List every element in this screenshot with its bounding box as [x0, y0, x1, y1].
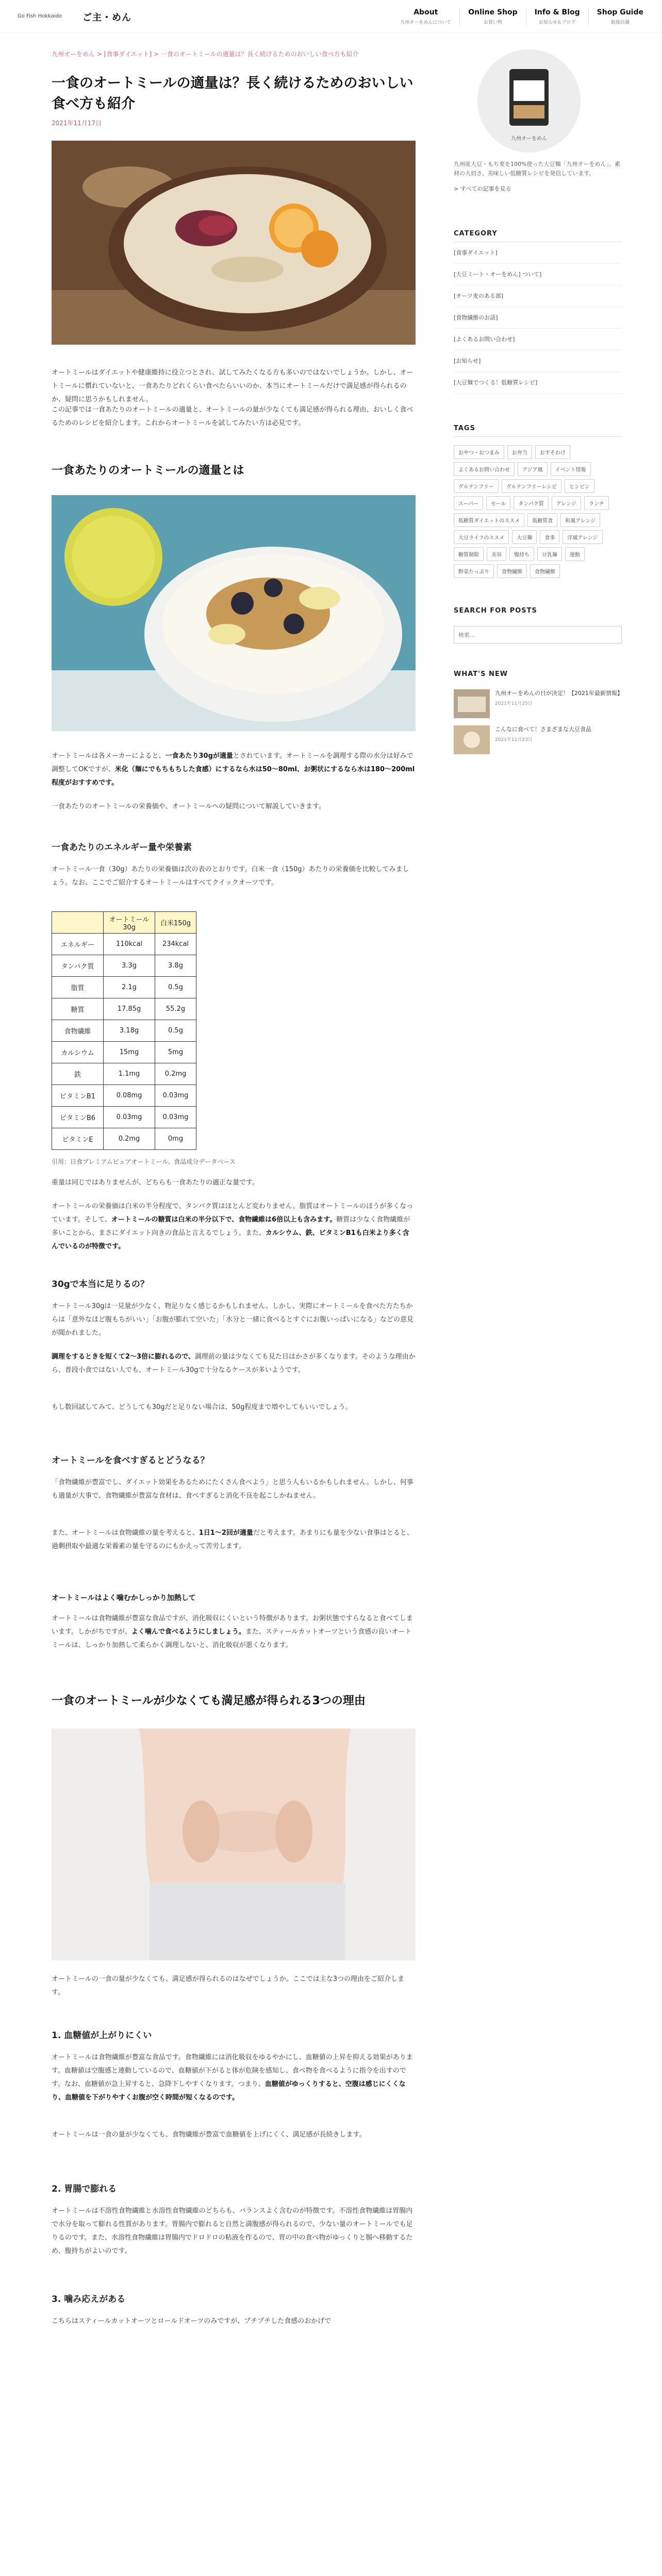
table-cell: ビタミンB6: [52, 1107, 104, 1128]
table-header-cell: オートミール30g: [104, 912, 155, 934]
nav-sublabel: お買い物: [483, 20, 502, 25]
table-cell: 0.03mg: [155, 1107, 196, 1128]
subsection-chew-paragraph: [52, 1612, 416, 1666]
section-2-heading: 一食のオートミールが少なくても満足感が得られる3つの理由: [52, 1694, 366, 1707]
news-date: 2021年11月25日: [495, 701, 533, 706]
tag-link[interactable]: タンパク質: [514, 496, 548, 510]
text-span: オートミールは各メーカーによると、: [52, 752, 166, 760]
oatmeal-bowl-illustration: [52, 141, 416, 345]
tag-link[interactable]: ヒンビン: [565, 479, 594, 493]
subsection-energy-paragraph: オートミール一食（30g）あたりの栄養価は次の表のとおりです。白米一食（150g）あたりの栄養価を比較してみましょう。なお、ここでご紹介するオートミールはすべてクイックオーツです。: [52, 866, 409, 887]
category-item[interactable]: [大豆ミート・オーをめん] ついて]: [454, 264, 622, 285]
subsection-overeat-paragraph-1: 「食物繊維が豊富でし、ダイエット効果をあるためにたくさん食べよう」と思う人もいるかもしれません。しかし、何事も適量が大事で、食物繊維が豊富な食材は、食べすぎると消化不良を起こしかねません。: [52, 1479, 413, 1500]
table-cell: ビタミンE: [52, 1128, 104, 1150]
tags-widget: [454, 425, 622, 578]
subsection-energy-heading: 一食あたりのエネルギー量や栄養素: [52, 842, 192, 853]
reason-1-paragraph-2: オートミールは一食の量が少なくても、食物繊維が豊富で血糖値を上げにくく、満足感が長続きします。: [52, 2131, 366, 2139]
section-1-heading: 一食あたりのオートミールの適量とは: [52, 464, 244, 477]
text-span: また、スティールカットオーツという食感の良いオートミールは、しっかり加熱して柔らかく調理しないと、消化吸収が悪くなります。: [52, 1628, 412, 1649]
table-row: [52, 1085, 196, 1107]
category-item[interactable]: [よくあるお問い合わせ]: [454, 329, 622, 350]
all-posts-link[interactable]: > すべての記事を見る: [454, 185, 511, 192]
sidebar: [454, 49, 622, 754]
text-span: 調理前の量は少なくても見た目はかさが多くなります。そのような理由から、普段小食ではない人でも、オートミール30gで十分なるケースが多いようです。: [52, 1353, 416, 1374]
brand-text[interactable]: Go Fish Hokkaido: [18, 13, 62, 19]
breadcrumb[interactable]: 九州オーをめん > [食事ダイエット] > 一食のオートミールの適量は？長く続けるためのおいしい食べ方も紹介: [52, 50, 359, 58]
table-row: [52, 1107, 196, 1128]
tag-link[interactable]: 腹持ち: [509, 547, 534, 561]
subsection-30g-paragraph-3: もし数回試してみて、どうしても30gだと足りない場合は、50g程度まで増やしてもいいでしょう。: [52, 1403, 352, 1411]
tag-link[interactable]: 豆乳麺: [537, 547, 562, 561]
nav-info-blog[interactable]: [526, 8, 588, 25]
subsection-overeat-heading: オートミールを食べすぎるとどうなる？: [52, 1455, 209, 1466]
nav-online-shop[interactable]: [459, 8, 526, 25]
category-widget: [454, 230, 622, 394]
tag-link[interactable]: 食事: [540, 530, 559, 544]
tag-link[interactable]: グルテンフリーレシピ: [502, 479, 561, 493]
section-1-paragraph-2: 一食あたりのオートミールの栄養価や、オートミールへの疑問について解説していきます。: [52, 803, 325, 810]
section-2-paragraph: オートミールの一食の量が少なくても、満足感が得られるのはなぜでしょうか。ここでは主な3つの理由をご紹介します。: [52, 1975, 405, 1996]
search-heading: SEARCH FOR POSTS: [454, 607, 537, 615]
category-item[interactable]: [お知らせ]: [454, 350, 622, 372]
text-span: オートミールは食物繊維が豊富な食品ですが、消化吸収にくいという特徴があります。お粥状態ですらなると食べてしまいます。しかがちですが、: [52, 1615, 413, 1636]
table-row: [52, 977, 196, 998]
table-cell: 0.08mg: [104, 1085, 155, 1107]
tag-link[interactable]: セール: [486, 496, 510, 510]
tag-link[interactable]: アジア風: [518, 462, 548, 476]
table-cell: 0.03mg: [155, 1085, 196, 1107]
tag-link[interactable]: おやつ・おつまみ: [454, 445, 504, 459]
table-cell: 5mg: [155, 1042, 196, 1063]
search-widget: [454, 607, 622, 643]
table-cell: 食物繊維: [52, 1020, 104, 1042]
table-row: [52, 1063, 196, 1085]
search-input[interactable]: [454, 626, 622, 643]
category-heading: CATEGORY: [454, 230, 622, 242]
table-cell: 234kcal: [155, 934, 196, 955]
nav-label: Shop Guide: [597, 8, 643, 16]
news-date: 2021年11月23日: [495, 737, 533, 742]
highlight-text: 1日1〜2回が適量: [198, 1529, 253, 1537]
table-cell: 110kcal: [104, 934, 155, 955]
table-cell: 15mg: [104, 1042, 155, 1063]
site-logo[interactable]: ご主・めん: [82, 12, 131, 23]
subsection-chew-heading: オートミールはよく噛むかしっかり加熱して: [52, 1594, 196, 1602]
reason-1-paragraph-1: [52, 2051, 416, 2118]
nav-label: Info & Blog: [534, 8, 580, 16]
table-header-cell: 白米150g: [155, 912, 196, 934]
reason-3-heading: 3. 噛み応えがある: [52, 2294, 126, 2304]
profile-description: 九州産大豆・もち麦を100%使った大豆麺「九州オーをめん」。素材の大切さ、美味しい低糖質レシピを発信しています。: [454, 161, 620, 177]
news-thumbnail-icon: [454, 725, 490, 754]
tag-link[interactable]: 食物繊維: [497, 564, 527, 578]
table-cell: ビタミンB1: [52, 1085, 104, 1107]
tag-link[interactable]: 低糖質食: [527, 513, 557, 527]
nav-sublabel: 取扱店舗: [610, 20, 630, 25]
table-cell: 糖質: [52, 998, 104, 1020]
tag-link[interactable]: スーパー: [454, 496, 483, 510]
tag-link[interactable]: グルテンフリー: [454, 479, 499, 493]
category-item[interactable]: [食事ダイエット]: [454, 242, 622, 264]
tag-link[interactable]: 野菜たっぷり: [454, 564, 494, 578]
tag-link[interactable]: 洋風アレンジ: [562, 530, 602, 544]
tag-link[interactable]: 運動: [565, 547, 585, 561]
category-item[interactable]: [食物繊維のお話]: [454, 307, 622, 329]
table-cell: 3.8g: [155, 955, 196, 977]
tag-cloud: [454, 445, 622, 578]
table-cell: 2.1g: [104, 977, 155, 998]
text-span: だと考えます。あまりにも量を少ない食事はとると、過剰摂取や最適な栄養素の量を守るのにもかえって苦労します。: [52, 1529, 413, 1550]
news-item[interactable]: [454, 689, 622, 718]
news-title: 九州オーをめんの日が決定！【2021年最新情報】: [495, 690, 623, 697]
table-cell: 脂質: [52, 977, 104, 998]
table-cell: 0.5g: [155, 977, 196, 998]
highlight-text: 一食あたり30gが適量: [165, 752, 233, 760]
table-cell: 0.5g: [155, 1020, 196, 1042]
site-header: [0, 0, 662, 33]
text-span: オートミールの栄養価は白米の半分程度で、タンパク質はほとんど変わりません。脂質はオートミールのほうが多くなっています。そして、: [52, 1202, 413, 1224]
reason-2-paragraph: オートミールは不溶性食物繊維と水溶性食物繊維のどちらも、バランスよく含むのが特徴です。不溶性食物繊維は胃腸内で水分を取って膨れる性質があります。胃腸内で膨れると自然と満腹感が得られるので、少ない量のオートミールでも足りるのです。また、水溶性食物繊維は胃腸内でドロドロの粘液を作るので、胃の中の食べ物がゆっくりと腸へ移動するため、腹持ちがよいのです。: [52, 2207, 413, 2255]
table-cell: 1.1mg: [104, 1063, 155, 1085]
stomach-photo: [52, 1728, 416, 1960]
tag-link[interactable]: アレンジ: [552, 496, 581, 510]
table-source: 引用：日食プレミアムピュアオートミール、食品成分データベース: [52, 1158, 236, 1165]
highlight-text: カルシウム、鉄、ビタミンB1も白米より多く含んでいるのが特徴です。: [52, 1229, 409, 1250]
table-cell: タンパク質: [52, 955, 104, 977]
news-item[interactable]: [454, 725, 622, 754]
table-cell: 0.03mg: [104, 1107, 155, 1128]
table-cell: 0.2mg: [155, 1063, 196, 1085]
tags-heading: TAGS: [454, 425, 622, 437]
news-widget: [454, 670, 622, 754]
highlight-text: オートミールの糖質は白米の半分以下で、食物繊維は6倍以上も含みます。: [111, 1216, 337, 1224]
after-table-paragraph-2: [52, 1200, 416, 1253]
table-header-cell: [52, 912, 104, 934]
news-title: こんなに食べて！さまざまな大豆食品: [495, 726, 591, 733]
subsection-30g-heading: 30gで本当に足りるの？: [52, 1279, 149, 1290]
table-row: [52, 1042, 196, 1063]
table-cell: 鉄: [52, 1063, 104, 1085]
global-nav: [392, 8, 652, 25]
tag-link[interactable]: イベント情報: [551, 462, 591, 476]
news-heading: WHAT'S NEW: [454, 670, 508, 678]
tag-link[interactable]: ランチ: [584, 496, 609, 510]
highlight-text: 血糖値がゆっくりすると、空腹は感じにくくなり、血糖値を下がりやすくお腹が空く時間が短くなるのです。: [52, 2080, 406, 2102]
highlight-text: よく噛んで食べるようにしましょう。: [131, 1628, 245, 1636]
nutrition-table: [52, 911, 196, 1150]
table-row: [52, 955, 196, 977]
tag-link[interactable]: 食物繊維: [530, 564, 560, 578]
text-span: オートミールは食物繊維が豊富な食品です。食物繊維には消化吸収をゆるやかにし、血糖値の上昇を抑える効果があります。血糖値は空腹感と連動しているので、血糖値が下がると体が危険を感知し、食べ物を食べるように指令を出すのです。なお、血糖値が急上昇すると、急降下しやすくなります。つまり、: [52, 2054, 413, 2088]
nav-shop-guide[interactable]: [588, 8, 652, 25]
highlight-text: 米化（麺にでもちもちした食感）にするなら水は50〜80ml、お粥状にするなら水は180〜200ml程度がおすすめです。: [52, 766, 415, 787]
table-cell: 0.2mg: [104, 1128, 155, 1150]
text-span: 糖質は少なく食物繊維が多いことから、まさにダイエット向きの食品と言えるでしょう。また、: [52, 1216, 410, 1237]
article: [52, 49, 416, 2328]
tag-link[interactable]: 大豆麺: [512, 530, 537, 544]
nav-sublabel: 九州オーをめんについて: [400, 20, 452, 25]
table-cell: 17.85g: [104, 998, 155, 1020]
table-header-row: [52, 912, 196, 934]
stomach-illustration: [52, 1728, 416, 1960]
tag-link[interactable]: よくあるお問い合わせ: [454, 462, 515, 476]
nav-about[interactable]: [392, 8, 459, 25]
section-1-paragraph-1: [52, 750, 416, 790]
news-thumbnail-icon: [454, 689, 490, 718]
subsection-30g-paragraph-2: [52, 1350, 416, 1391]
reason-2-heading: 2. 胃腸で膨れる: [52, 2184, 117, 2194]
nav-label: Online Shop: [468, 8, 518, 16]
after-table-paragraph-1: 重量は同じではありませんが、どちらも一食あたりの適正な量です。: [52, 1179, 259, 1187]
subsection-overeat-paragraph-2: [52, 1527, 416, 1567]
table-cell: 0mg: [155, 1128, 196, 1150]
page-title: 一食のオートミールの適量は？長く続けるためのおいしい食べ方も紹介: [52, 75, 413, 112]
table-row: [52, 1128, 196, 1150]
post-date: 2021年11月17日: [52, 120, 102, 127]
tag-link[interactable]: 糖質制限: [454, 547, 484, 561]
tag-link[interactable]: 和風アレンジ: [560, 513, 600, 527]
reason-3-paragraph: こちらはスティールカットオーツとロールドオーツのみですが、プチプチした食感のおかげで: [52, 2317, 332, 2325]
table-row: [52, 1020, 196, 1042]
table-row: [52, 998, 196, 1020]
tag-link[interactable]: 美容: [487, 547, 506, 561]
tag-link[interactable]: 低糖質ダイエットのススメ: [454, 513, 524, 527]
subsection-30g-paragraph-1: オートミール30gは一見量が少なく、物足りなく感じるかもしれません。しかし、実際にオートミールを食べた方たちからは「意外なほど腹もちがいい」「お腹が膨れて空いた」「水分と一緒に食べるとすぐにお腹いっぱいになる」などの意見が聞かれました。: [52, 1302, 414, 1337]
category-item[interactable]: [オーツ麦のある部]: [454, 285, 622, 307]
text-span: とされています。オートミールを調理する際の水分は好みで調整してOKですが、: [52, 752, 413, 773]
nav-sublabel: お知らせ＆ブログ: [538, 20, 576, 25]
profile-logo-text: 九州オーをめん: [511, 136, 547, 142]
table-cell: 3.18g: [104, 1020, 155, 1042]
nav-label: About: [413, 8, 438, 16]
intro-paragraph-2: この記事では一食あたりのオートミールの適量と、オートミールの量が少なくても満足感が得られる理由、おいしく食べるためのレシピを紹介します。これからオートミールを試してみたい方は必見です。: [52, 406, 413, 427]
yogurt-granola-photo: [52, 495, 416, 731]
tag-link[interactable]: お弁当: [507, 445, 532, 459]
yogurt-granola-illustration: [52, 495, 416, 731]
category-item[interactable]: [大豆麺でつくる！低糖質レシピ]: [454, 372, 622, 394]
hero-oatmeal-photo: [52, 141, 416, 345]
table-cell: 3.3g: [104, 955, 155, 977]
tag-link[interactable]: 大豆ライフのススメ: [454, 530, 509, 544]
intro-paragraph-1: オートミールはダイエットや健康維持に役立つとされ、試してみたくなる方も多いのではないでしょうか。しかし、オートミールに慣れていないと、一食あたりどれくらい食べたらいいのか、本当にオートミールだけで満足感が得られるのか、疑問に思うかもしれません。: [52, 369, 413, 403]
reason-1-heading: 1. 血糖値が上がりにくい: [52, 2030, 152, 2041]
highlight-text: 調理をするときを短くて2〜3倍に膨れるので、: [52, 1353, 195, 1361]
tag-link[interactable]: おすそわけ: [535, 445, 570, 459]
table-row: [52, 934, 196, 955]
profile-avatar: [477, 49, 581, 152]
table-cell: 55.2g: [155, 998, 196, 1020]
table-cell: エネルギー: [52, 934, 104, 955]
table-cell: カルシウム: [52, 1042, 104, 1063]
text-span: また、オートミールは食物繊維の量を考えると、: [52, 1529, 199, 1537]
